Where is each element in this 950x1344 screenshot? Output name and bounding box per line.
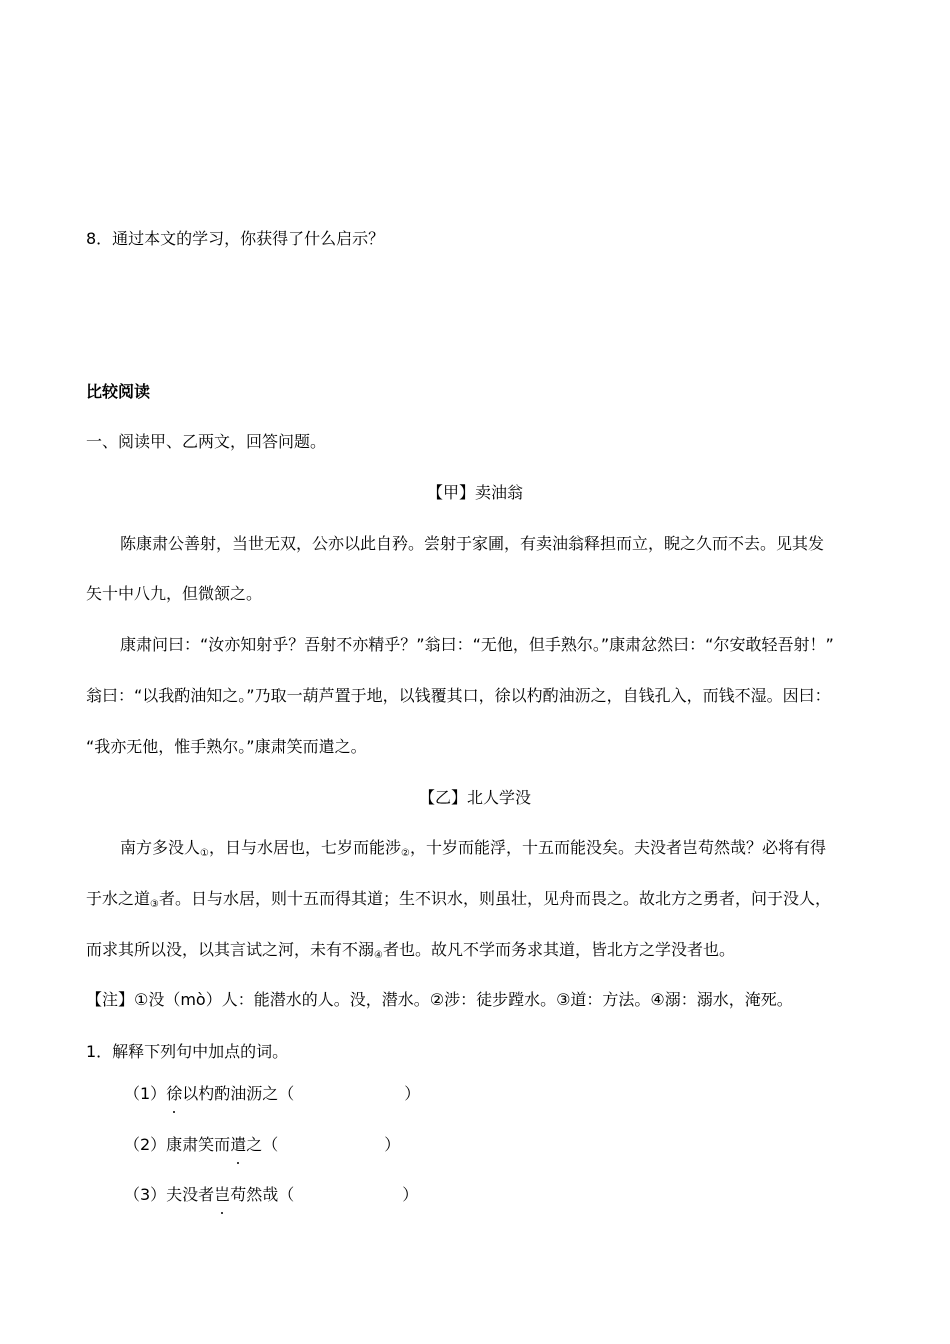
task-instruction: 一、阅读甲、乙两文，回答问题。	[86, 432, 327, 451]
item-2-text: 之（	[246, 1135, 279, 1154]
item-3-text: 苟然哉（	[230, 1185, 295, 1204]
text-a-paragraph1-line2: 矢十中八九，但微颔之。	[86, 584, 263, 603]
item-2-dotted-word: 遣	[230, 1135, 247, 1154]
text-b-line2-part-a: 于水之道	[86, 889, 151, 908]
text-a-title: 【甲】卖油翁	[426, 483, 523, 502]
text-b-line3-part-a: 而求其所以没，以其言试之河，未有不溺	[86, 940, 375, 959]
item-1-prefix: （1）	[124, 1084, 167, 1103]
text-b-line1-part-c: ，十岁而能浮，十五而能没矣。夫没者岂苟然哉？必将有得	[409, 838, 826, 857]
note-marker-3: ③	[150, 899, 159, 910]
item-2-prefix: （2）康肃笑而	[124, 1135, 231, 1154]
text-b-line1-part-b: ，日与水居也，七岁而能涉	[208, 838, 401, 857]
text-b-line3-part-b: 者也。故凡不学而务求其道，皆北方之学没者也。	[382, 940, 735, 959]
text-a-paragraph2-line2: 翁曰：“以我酌油知之。”乃取一葫芦置于地，以钱覆其口，徐以杓酌油沥之，自钱孔入，而钱不湿。因曰：	[86, 686, 831, 705]
question-1-item-1	[124, 1083, 870, 1105]
item-3-close: ）	[402, 1185, 419, 1204]
text-a-paragraph2-line1: 康肃问曰：“汝亦知射乎？吾射不亦精乎？”翁曰：“无他，但手熟尔。”康肃忿然曰：“尔安敢轻吾射！”	[120, 635, 834, 654]
annotation-note: 【注】①没（mò）人：能潜水的人。没，潜水。②涉：徒步蹚水。③道：方法。④溺：溺水，淹死。	[86, 990, 793, 1009]
text-b-line1	[120, 837, 870, 862]
text-a-paragraph1-line1: 陈康肃公善射，当世无双，公亦以此自矜。尝射于家圃，有卖油翁释担而立，睨之久而不去。见其发	[120, 534, 825, 553]
item-3-dotted-word: 岂	[214, 1185, 231, 1204]
note-marker-1: ①	[200, 848, 209, 859]
question-1-item-3	[124, 1184, 870, 1206]
item-1-dotted-word: 徐	[166, 1084, 183, 1103]
text-b-line1-part-a: 南方多没人	[120, 838, 201, 857]
item-1-text: 以杓酌油沥之（	[182, 1084, 295, 1103]
item-2-close: ）	[384, 1135, 401, 1154]
item-3-prefix: （3）夫没者	[124, 1185, 215, 1204]
text-a-paragraph2-line3: “我亦无他，惟手熟尔。”康肃笑而遣之。	[86, 737, 367, 756]
note-marker-2: ②	[401, 848, 410, 859]
text-b-line2	[86, 888, 870, 913]
text-b-line2-part-b: 者。日与水居，则十五而得其道；生不识水，则虽壮，见舟而畏之。故北方之勇者，问于没人，	[158, 889, 831, 908]
note-marker-4: ④	[374, 950, 383, 961]
question-8: 8．通过本文的学习，你获得了什么启示？	[86, 229, 385, 248]
section-title: 比较阅读	[86, 382, 151, 401]
question-1-item-2	[124, 1134, 870, 1156]
text-b-line3	[86, 939, 870, 964]
question-1-stem: 1．解释下列句中加点的词。	[86, 1042, 289, 1061]
item-1-close: ）	[404, 1084, 421, 1103]
text-b-title: 【乙】北人学没	[418, 788, 531, 807]
